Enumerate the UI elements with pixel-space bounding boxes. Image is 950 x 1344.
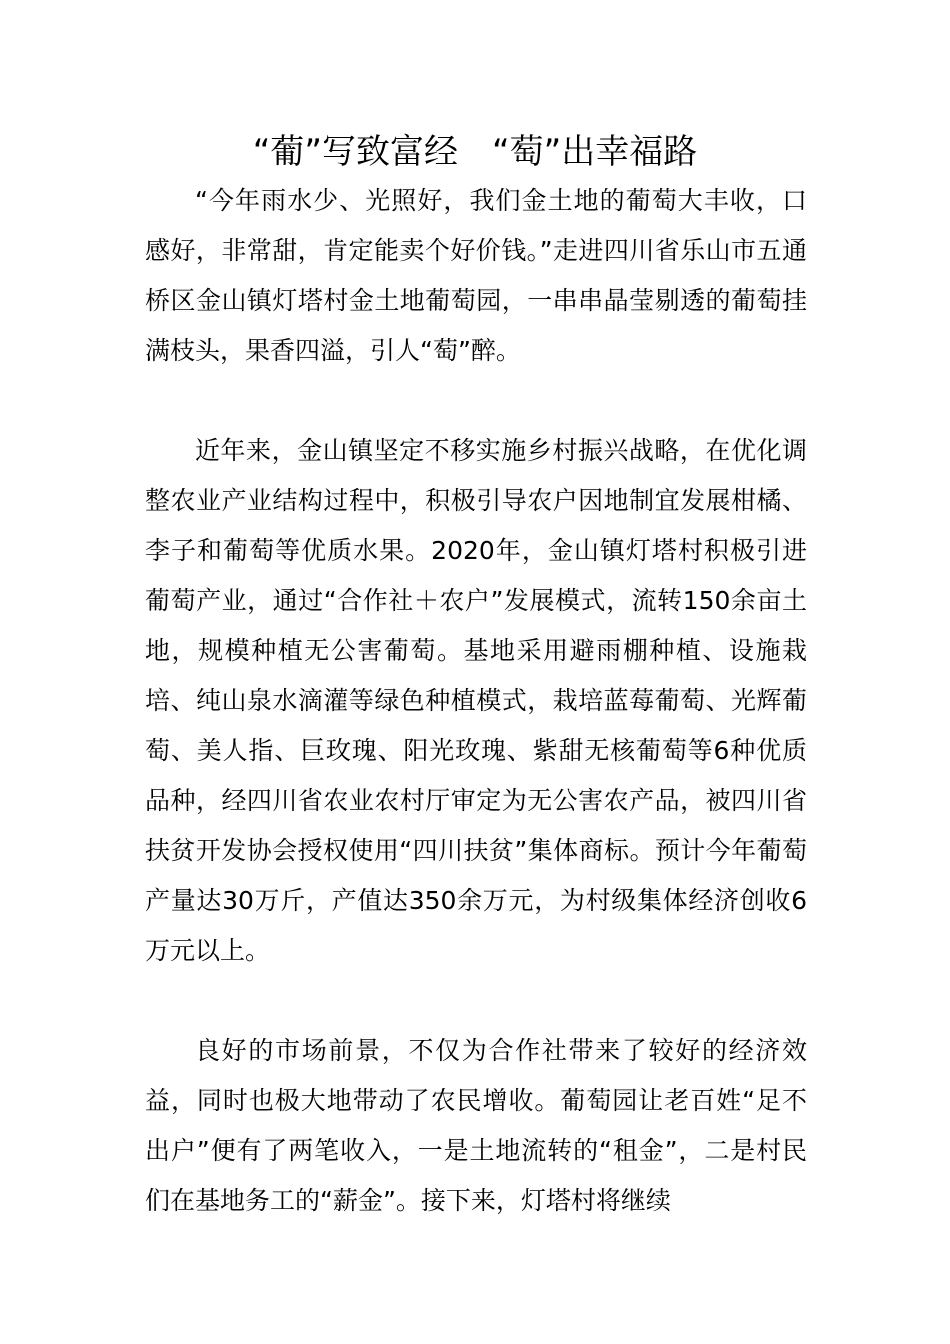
paragraph-spacer: [145, 976, 807, 1026]
paragraph-3: 良好的市场前景，不仅为合作社带来了较好的经济效益，同时也极大地带动了农民增收。葡萄园让老百姓“足不出户”便有了两笔收入，一是土地流转的“租金”，二是村民们在基地务工的“薪金”。接下来，灯塔村将继续: [145, 1036, 807, 1215]
document-body: [145, 176, 807, 1226]
document-title: “葡”写致富经 “萄”出幸福路: [252, 132, 698, 172]
paragraph-2: 近年来，金山镇坚定不移实施乡村振兴战略，在优化调整农业产业结构过程中，积极引导农户因地制宜发展柑橘、李子和葡萄等优质水果。2020年，金山镇灯塔村积极引进葡萄产业，通过“合作社＋农户”发展模式，流转150余亩土地，规模种植无公害葡萄。基地采用避雨棚种植、设施栽培、纯山泉水滴灌等绿色种植模式，栽培蓝莓葡萄、光辉葡萄、美人指、巨玫瑰、阳光玫瑰、紫甜无核葡萄等6种优质品种，经四川省农业农村厅审定为无公害农产品，被四川省扶贫开发协会授权使用“四川扶贫”集体商标。预计今年葡萄产量达30万斤，产值达350余万元，为村级集体经济创收6万元以上。: [145, 436, 807, 965]
paragraph-1: “今年雨水少、光照好，我们金土地的葡萄大丰收，口感好，非常甜，肯定能卖个好价钱。”走进四川省乐山市五通桥区金山镇灯塔村金土地葡萄园，一串串晶莹剔透的葡萄挂满枝头，果香四溢，引人“萄”醉。: [145, 186, 807, 365]
paragraph-spacer: [145, 376, 807, 426]
